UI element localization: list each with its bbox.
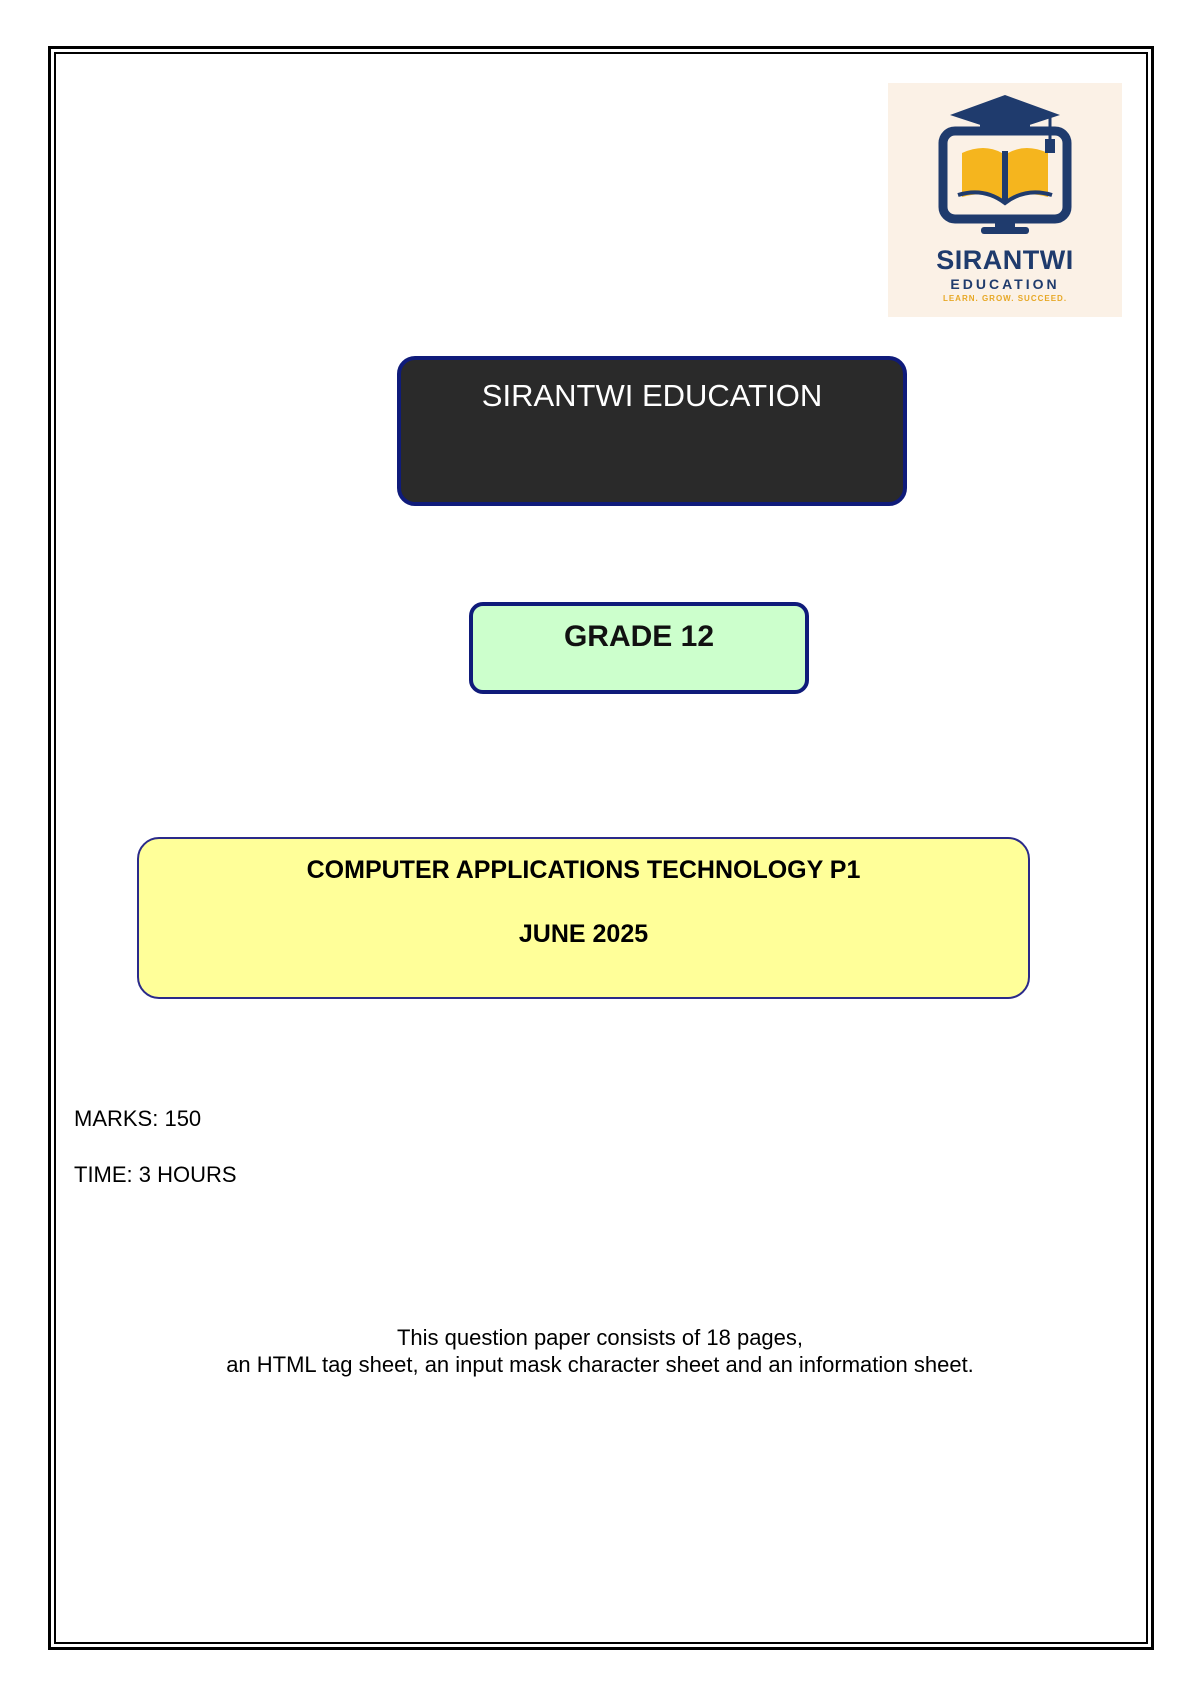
organization-title: SIRANTWI EDUCATION <box>481 378 823 413</box>
exam-time: TIME: 3 HOURS <box>74 1162 237 1187</box>
paper-info-line-2: an HTML tag sheet, an input mask character sheet and an information sheet. <box>226 1352 974 1377</box>
paper-info-line-1: This question paper consists of 18 pages, <box>396 1325 804 1350</box>
logo-name: SIRANTWI <box>936 245 1074 275</box>
exam-marks: MARKS: 150 <box>74 1106 202 1131</box>
logo-subtitle: EDUCATION <box>950 276 1060 292</box>
grade-title: GRADE 12 <box>563 620 715 653</box>
organization-box <box>397 356 907 506</box>
logo-tagline: LEARN. GROW. SUCCEED. <box>942 294 1068 303</box>
grade-box <box>469 602 809 694</box>
subject-box <box>137 837 1030 999</box>
sirantwi-logo <box>888 83 1122 317</box>
paper-info-note <box>100 1324 1100 1378</box>
subject-title: COMPUTER APPLICATIONS TECHNOLOGY P1 <box>306 856 861 884</box>
graduation-monitor-icon <box>888 83 1122 243</box>
exam-date: JUNE 2025 <box>518 920 649 948</box>
